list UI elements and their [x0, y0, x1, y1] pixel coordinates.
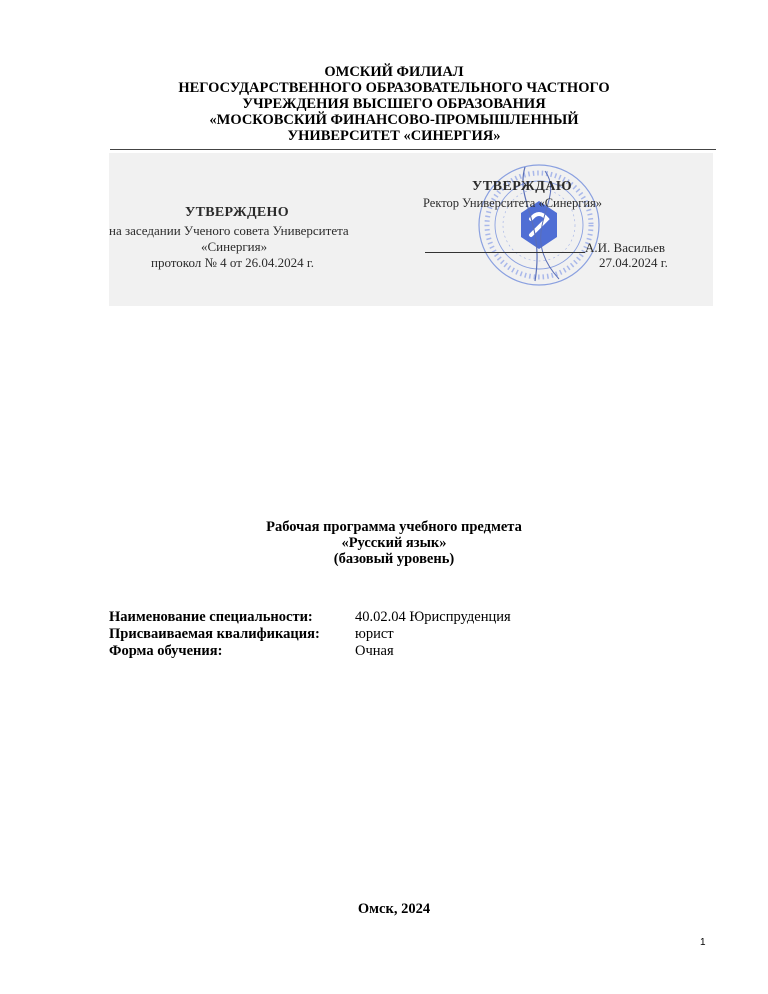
organization-header	[0, 64, 768, 144]
title-line-3: (базовый уровень)	[333, 551, 455, 567]
study-form-label: Форма обучения:	[109, 643, 223, 659]
header-line-3: УЧРЕЖДЕНИЯ ВЫСШЕГО ОБРАЗОВАНИЯ	[242, 96, 546, 112]
header-divider	[110, 149, 716, 150]
info-row-specialty	[109, 609, 511, 626]
approved-protocol-line: протокол № 4 от 26.04.2024 г.	[151, 255, 315, 270]
approved-heading: УТВЕРЖДЕНО	[185, 205, 289, 220]
qualification-value: юрист	[355, 626, 394, 642]
title-line-2: «Русский язык»	[341, 535, 447, 551]
specialty-label: Наименование специальности:	[109, 609, 313, 625]
specialty-value: 40.02.04 Юриспруденция	[355, 609, 511, 625]
approved-council-line: на заседании Ученого совета Университета	[109, 223, 349, 238]
rector-title-line: Ректор Университета «Синергия»	[423, 196, 603, 210]
approve-heading: УТВЕРЖДАЮ	[472, 179, 573, 194]
city-year: Омск, 2024	[357, 901, 431, 917]
approved-university-line: «Синергия»	[201, 239, 268, 254]
header-line-2: НЕГОСУДАРСТВЕННОГО ОБРАЗОВАТЕЛЬНОГО ЧАСТНОГО	[178, 80, 610, 96]
title-line-1: Рабочая программа учебного предмета	[266, 519, 522, 535]
rector-approval-date: 27.04.2024 г.	[599, 255, 668, 270]
program-info	[109, 609, 511, 660]
rector-name: А.И. Васильев	[585, 240, 666, 255]
info-row-study-form	[109, 643, 511, 660]
qualification-label: Присваиваемая квалификация:	[109, 626, 320, 642]
page-number: 1	[700, 937, 706, 948]
signature-line	[425, 252, 585, 253]
document-title	[0, 519, 768, 567]
info-row-qualification	[109, 626, 511, 643]
header-line-4: «МОСКОВСКИЙ ФИНАНСОВО-ПРОМЫШЛЕННЫЙ	[209, 112, 579, 128]
study-form-value: Очная	[355, 643, 394, 659]
header-line-1: ОМСКИЙ ФИЛИАЛ	[324, 64, 464, 80]
header-line-5: УНИВЕРСИТЕТ «СИНЕРГИЯ»	[287, 128, 501, 144]
approval-scan	[109, 153, 713, 306]
